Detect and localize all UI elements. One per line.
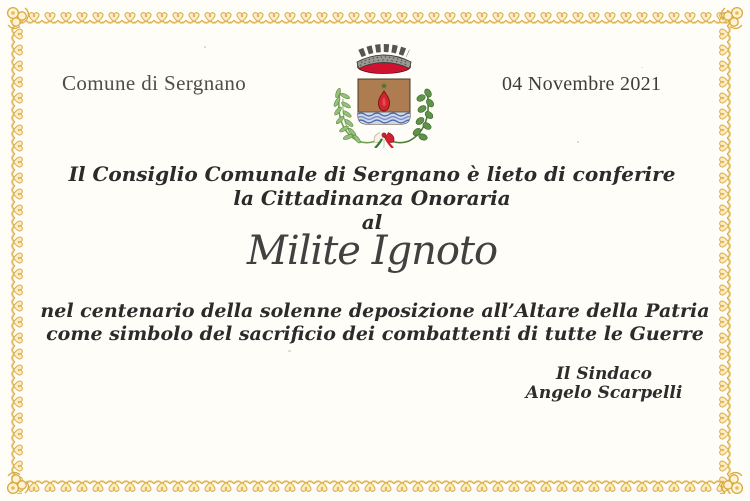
recipient-name: Milite Ignoto bbox=[246, 228, 498, 274]
scan-speckle bbox=[577, 141, 579, 143]
motivation-line-1: nel centenario della solenne deposizione all’Altare della Patria bbox=[40, 300, 710, 322]
scan-speckle bbox=[641, 67, 643, 68]
certificate-date: 04 Novembre 2021 bbox=[502, 73, 662, 95]
issuer-name: Comune di Sergnano bbox=[62, 71, 247, 95]
signature-name: Angelo Scarpelli bbox=[525, 382, 683, 403]
conferral-line-3: al bbox=[361, 210, 383, 234]
municipal-coat-of-arms-icon bbox=[330, 41, 437, 148]
motivation-text bbox=[0, 300, 750, 346]
motivation-line-2: come simbolo del sacrificio dei combattenti di tutte le Guerre bbox=[46, 323, 704, 345]
conferral-line-2: la Cittadinanza Onoraria bbox=[233, 186, 511, 210]
conferral-line-1: Il Consiglio Comunale di Sergnano è lieto di conferire bbox=[68, 162, 676, 186]
scan-speckle bbox=[204, 46, 206, 48]
scan-speckle bbox=[288, 350, 291, 352]
signature-block bbox=[469, 365, 739, 402]
signature-role: Il Sindaco bbox=[555, 364, 652, 384]
conferral-text bbox=[0, 162, 744, 234]
